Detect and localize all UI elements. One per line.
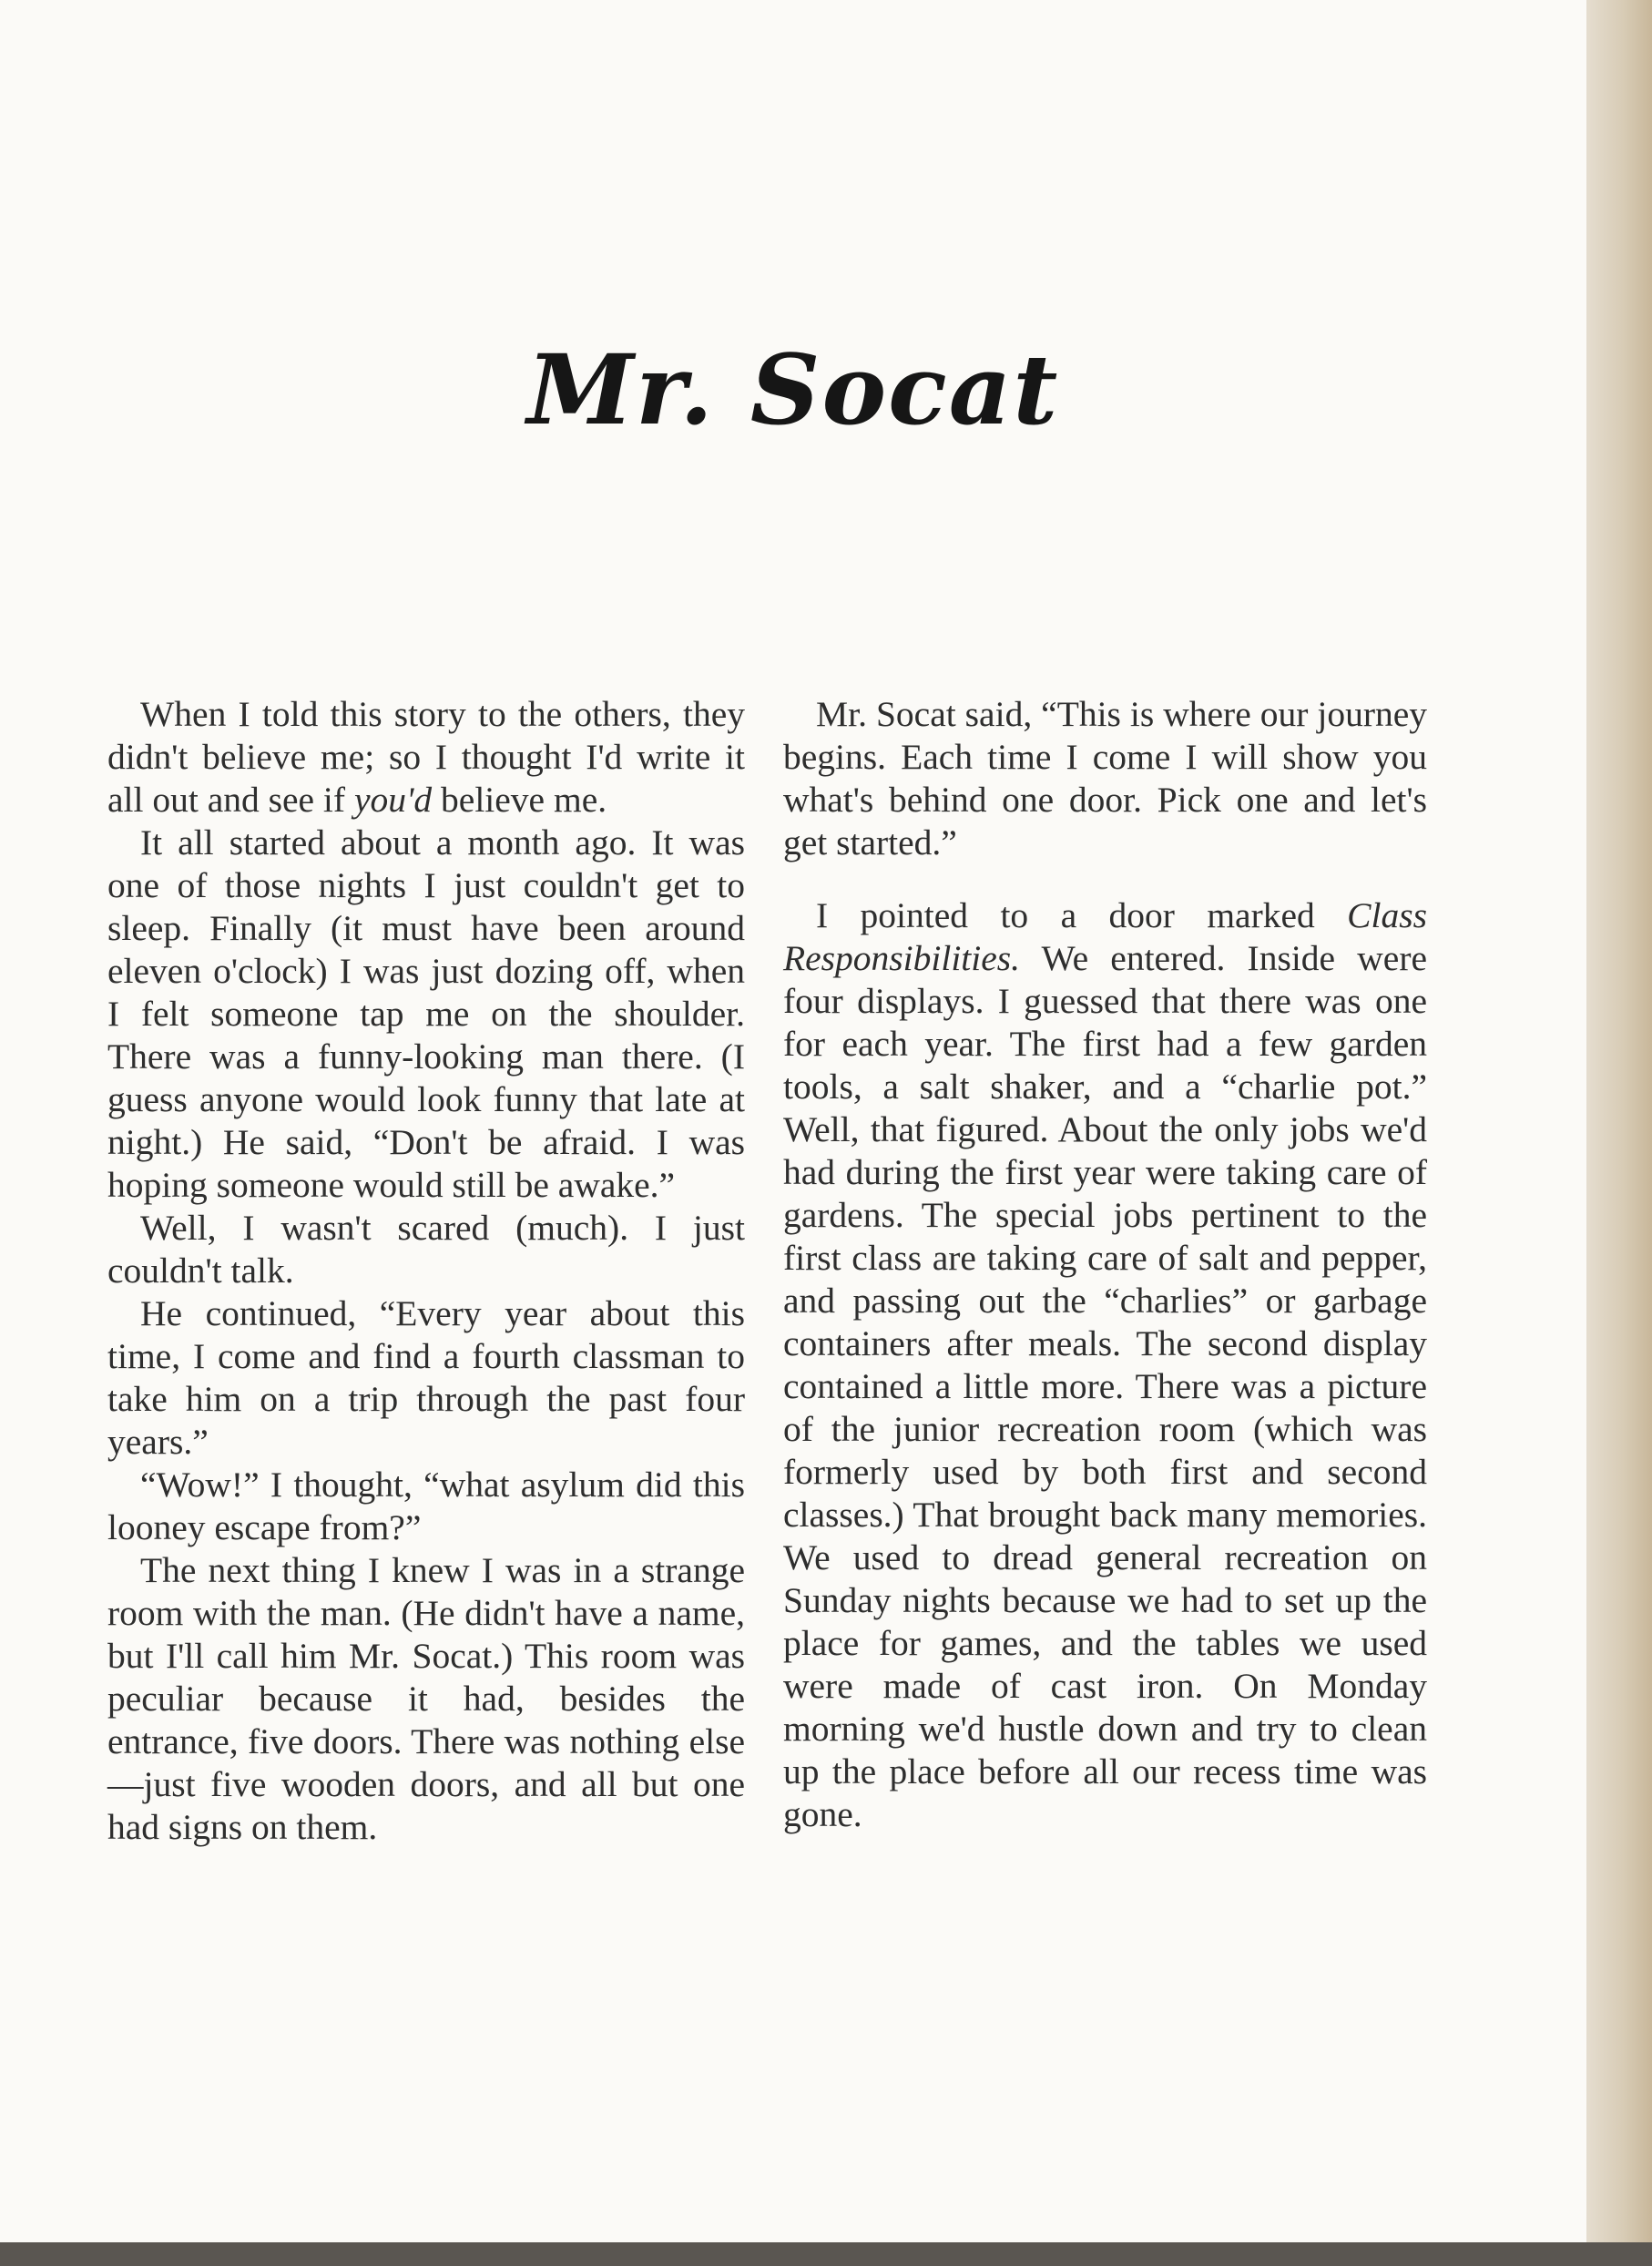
- paragraph: [107, 1292, 745, 1464]
- paragraph-text: The next thing I knew I was in a strange room with the man. (He didn't have a name, but I'll call him Mr. Socat.) This room was peculiar because it had, besides the entrance, five doors. There was nothing else —just five wooden doors, and all but one had signs on them.: [107, 1550, 745, 1847]
- paragraph: [783, 894, 1427, 1836]
- emphasis-text: Class Responsibilities.: [783, 895, 1427, 978]
- paragraph: [107, 1207, 745, 1292]
- paragraph: [783, 693, 1427, 864]
- page-edge: [1586, 0, 1652, 2242]
- paragraph-text: “Wow!” I thought, “what asylum did this looney escape from?”: [107, 1465, 745, 1547]
- left-column: [107, 693, 745, 1849]
- paragraph-text: When I told this story to the others, they didn't believe me; so I thought I'd write it all out and see if: [107, 694, 745, 820]
- paragraph-text: believe me.: [432, 780, 607, 820]
- paragraph: [107, 693, 745, 822]
- paragraph-text: He continued, “Every year about this time, I come and find a fourth classman to take him on a trip through the past four years.”: [107, 1293, 745, 1462]
- paragraph: [107, 1464, 745, 1549]
- paragraph-text: Mr. Socat said, “This is where our journey begins. Each time I come I will show you what's behind one door. Pick one and let's get started.”: [783, 694, 1427, 863]
- paragraph-text: It all started about a month ago. It was one of those nights I just couldn't get to sleep. Finally (it must have been around eleven o'clock) I was just dozing off, when I felt someone tap me on the shoulder. There was a funny-looking man there. (I guess anyone would look funny that late at night.) He said, “Don't be afraid. I was hoping someone would still be awake.”: [107, 822, 745, 1205]
- scan-bottom-edge: [0, 2242, 1652, 2266]
- paragraph: [107, 822, 745, 1207]
- paragraph: [107, 1549, 745, 1849]
- right-column: [783, 693, 1427, 1836]
- article-title: Mr. Socat: [526, 332, 1060, 446]
- paragraph-text: I pointed to a door marked: [816, 895, 1348, 935]
- paragraph-text: Well, I wasn't scared (much). I just couldn't talk.: [107, 1208, 745, 1291]
- emphasis-text: you'd: [353, 780, 433, 820]
- paragraph-text: We entered. Inside were four displays. I guessed that there was one for each year. The first had a few garden tools, a salt shaker, and a “charlie pot.” Well, that figured. About the only jobs we'd had during the first year were taking care of gardens. The special jobs pertinent to the first class are taking care of salt and pepper, and passing out the “charlies” or garbage containers after meals. The second display contained a little more. There was a picture of the junior recreation room (which was formerly used by both first and second classes.) That brought back many memories. We used to dread general recreation on Sunday nights because we had to set up the place for games, and the tables we used were made of cast iron. On Monday morning we'd hustle down and try to clean up the place before all our recess time was gone.: [783, 938, 1427, 1834]
